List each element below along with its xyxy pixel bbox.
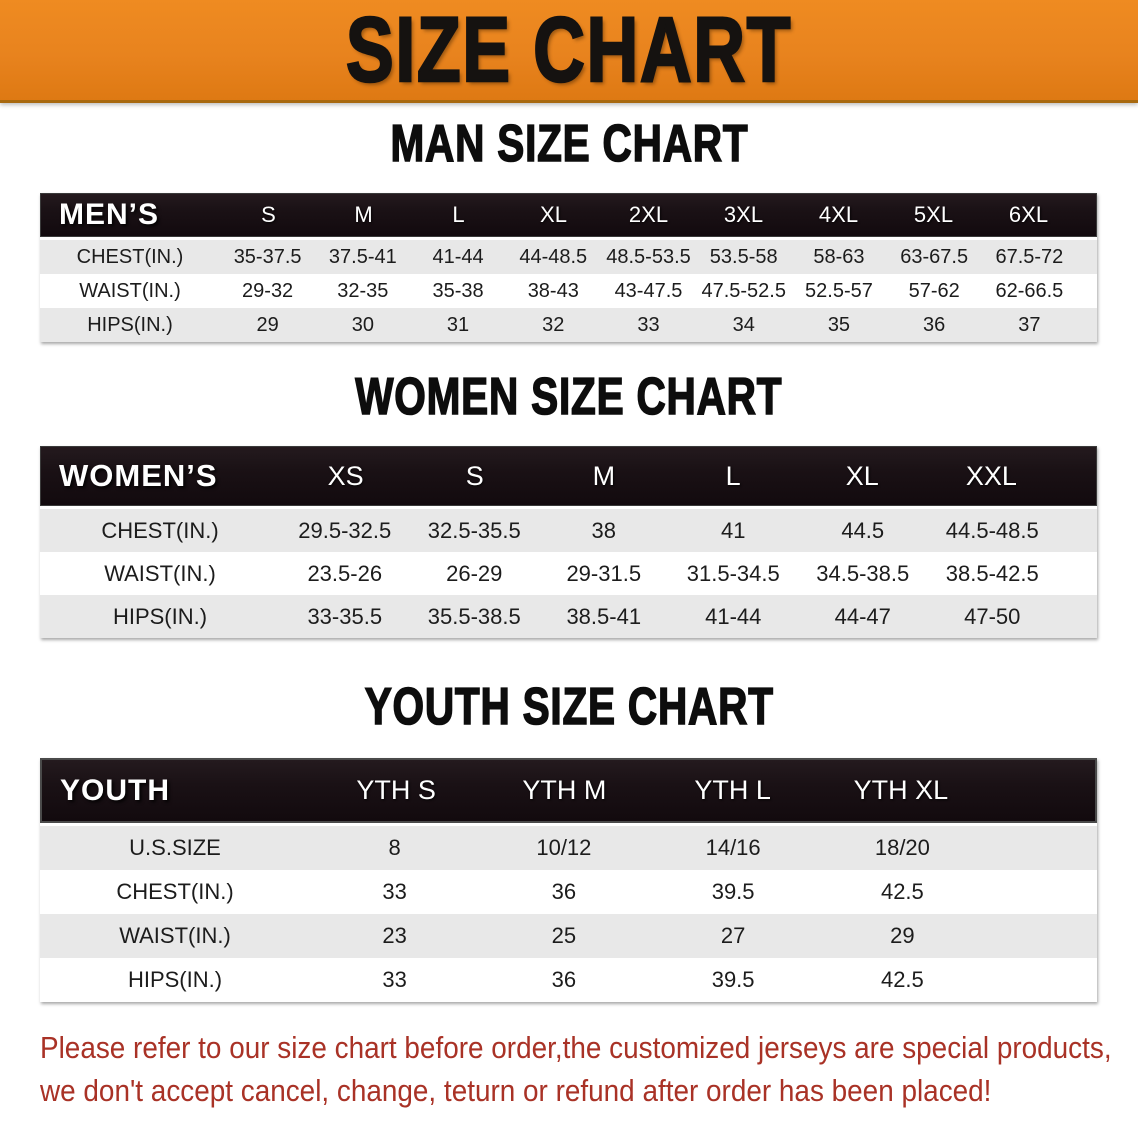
size-value-cell: 26-29 [446, 560, 503, 586]
size-column-header: 6XL [1008, 202, 1049, 227]
size-value-cell: 63-67.5 [900, 245, 969, 268]
size-value-cell: 43-47.5 [614, 279, 683, 302]
size-value-cell: 37 [1018, 313, 1041, 336]
size-value-cell: 34 [732, 313, 755, 336]
size-column-header: M [592, 460, 616, 491]
size-value-cell: 37.5-41 [328, 245, 397, 268]
size-value-cell: 41 [721, 517, 746, 543]
table-row [40, 552, 1097, 595]
size-value-cell: 41-44 [705, 603, 762, 629]
table-header-row [40, 446, 1097, 506]
size-column-header: XS [327, 460, 364, 491]
size-column-header: 3XL [723, 202, 764, 227]
row-label: WAIST(IN.) [119, 923, 231, 948]
size-value-cell: 33 [382, 967, 407, 992]
table-row [40, 240, 1097, 274]
men-size-section [0, 115, 1138, 342]
women-size-section [0, 368, 1138, 638]
group-header: MEN’S [59, 198, 160, 231]
disclaimer-line-1: Please refer to our size chart before order,the customized jerseys are special products, [40, 1030, 1112, 1065]
size-column-header: S [261, 202, 276, 227]
row-label: HIPS(IN.) [112, 603, 208, 629]
size-value-cell: 30 [351, 313, 374, 336]
table-row [40, 595, 1097, 638]
size-value-cell: 58-63 [813, 245, 865, 268]
row-label: CHEST(IN.) [116, 879, 234, 904]
size-column-header: M [354, 202, 373, 227]
size-value-cell: 47-50 [964, 603, 1021, 629]
row-label: WAIST(IN.) [104, 560, 216, 586]
size-value-cell: 38.5-42.5 [945, 560, 1039, 586]
row-label: HIPS(IN.) [127, 967, 223, 992]
size-value-cell: 35.5-38.5 [427, 603, 521, 629]
size-value-cell: 18/20 [874, 835, 930, 860]
women-size-table [40, 446, 1097, 638]
size-value-cell: 35-38 [432, 279, 484, 302]
size-column-header: XL [540, 202, 567, 227]
size-value-cell: 33 [382, 879, 407, 904]
size-column-header: YTH L [694, 775, 771, 805]
size-value-cell: 29 [256, 313, 279, 336]
size-value-cell: 38 [591, 517, 616, 543]
size-value-cell: 44-47 [834, 603, 891, 629]
size-value-cell: 44.5 [841, 517, 885, 543]
size-column-header: 4XL [818, 202, 859, 227]
size-value-cell: 39.5 [711, 967, 755, 992]
size-column-header: L [725, 460, 741, 491]
size-column-header: YTH M [522, 775, 607, 805]
size-column-header: L [452, 202, 465, 227]
size-value-cell: 23 [382, 923, 407, 948]
table-header-row [40, 193, 1097, 237]
women-section-heading: WOMEN SIZE CHART [355, 368, 783, 426]
row-label: CHEST(IN.) [101, 517, 219, 543]
size-chart-banner [0, 0, 1138, 103]
table-header-row [40, 758, 1097, 823]
disclaimer-line-2: we don't accept cancel, change, teturn or refund after order has been placed! [40, 1073, 992, 1108]
size-value-cell: 25 [551, 923, 577, 948]
table-row [40, 509, 1097, 552]
men-section-heading: MAN SIZE CHART [390, 115, 748, 173]
disclaimer [40, 1026, 1138, 1112]
size-value-cell: 42.5 [880, 967, 924, 992]
size-column-header: YTH S [356, 775, 436, 805]
row-label: U.S.SIZE [129, 835, 221, 860]
size-value-cell: 39.5 [711, 879, 755, 904]
youth-size-section [0, 678, 1138, 1002]
size-column-header: XXL [965, 460, 1017, 491]
size-value-cell: 33-35.5 [307, 603, 383, 629]
size-value-cell: 27 [720, 923, 746, 948]
size-value-cell: 35-37.5 [233, 245, 302, 268]
size-value-cell: 23.5-26 [307, 560, 383, 586]
size-value-cell: 53.5-58 [709, 245, 778, 268]
size-value-cell: 38-43 [527, 279, 579, 302]
size-column-header: 5XL [913, 202, 954, 227]
size-value-cell: 44.5-48.5 [945, 517, 1039, 543]
table-row [40, 958, 1097, 1002]
size-value-cell: 38.5-41 [566, 603, 642, 629]
size-value-cell: 36 [551, 967, 577, 992]
size-value-cell: 33 [637, 313, 660, 336]
group-header: YOUTH [60, 773, 170, 807]
size-value-cell: 29-31.5 [566, 560, 642, 586]
size-value-cell: 62-66.5 [995, 279, 1064, 302]
size-value-cell: 32 [542, 313, 565, 336]
row-label: CHEST(IN.) [76, 245, 184, 268]
youth-section-heading: YOUTH SIZE CHART [364, 678, 774, 736]
size-value-cell: 14/16 [705, 835, 761, 860]
size-value-cell: 29.5-32.5 [298, 517, 392, 543]
size-value-cell: 44-48.5 [519, 245, 588, 268]
size-value-cell: 52.5-57 [805, 279, 873, 302]
group-header: WOMEN’S [59, 458, 218, 493]
table-row [40, 308, 1097, 342]
table-row [40, 870, 1097, 914]
size-value-cell: 31.5-34.5 [686, 560, 780, 586]
banner-title: SIZE CHART [345, 0, 793, 101]
size-value-cell: 36 [551, 879, 577, 904]
size-value-cell: 31 [446, 313, 470, 336]
table-row [40, 914, 1097, 958]
size-value-cell: 29-32 [242, 279, 294, 302]
size-column-header: XL [845, 460, 879, 491]
size-value-cell: 48.5-53.5 [606, 245, 691, 268]
size-value-cell: 57-62 [908, 279, 960, 302]
size-value-cell: 10/12 [536, 835, 592, 860]
row-label: HIPS(IN.) [87, 313, 173, 336]
size-value-cell: 32-35 [337, 279, 389, 302]
size-column-header: YTH XL [853, 775, 949, 805]
size-value-cell: 42.5 [880, 879, 924, 904]
size-value-cell: 67.5-72 [995, 245, 1064, 268]
table-row [40, 274, 1097, 308]
size-value-cell: 36 [923, 313, 946, 336]
men-size-table [40, 193, 1097, 342]
size-value-cell: 8 [388, 835, 401, 860]
size-column-header: S [465, 460, 484, 491]
size-value-cell: 34.5-38.5 [816, 560, 910, 586]
size-value-cell: 35 [827, 313, 851, 336]
size-value-cell: 41-44 [432, 245, 484, 268]
size-value-cell: 32.5-35.5 [427, 517, 521, 543]
youth-size-table [40, 758, 1097, 1002]
row-label: WAIST(IN.) [79, 279, 181, 302]
size-value-cell: 47.5-52.5 [701, 279, 786, 302]
size-value-cell: 29 [890, 923, 915, 948]
size-column-header: 2XL [628, 202, 669, 227]
table-row [40, 826, 1097, 870]
